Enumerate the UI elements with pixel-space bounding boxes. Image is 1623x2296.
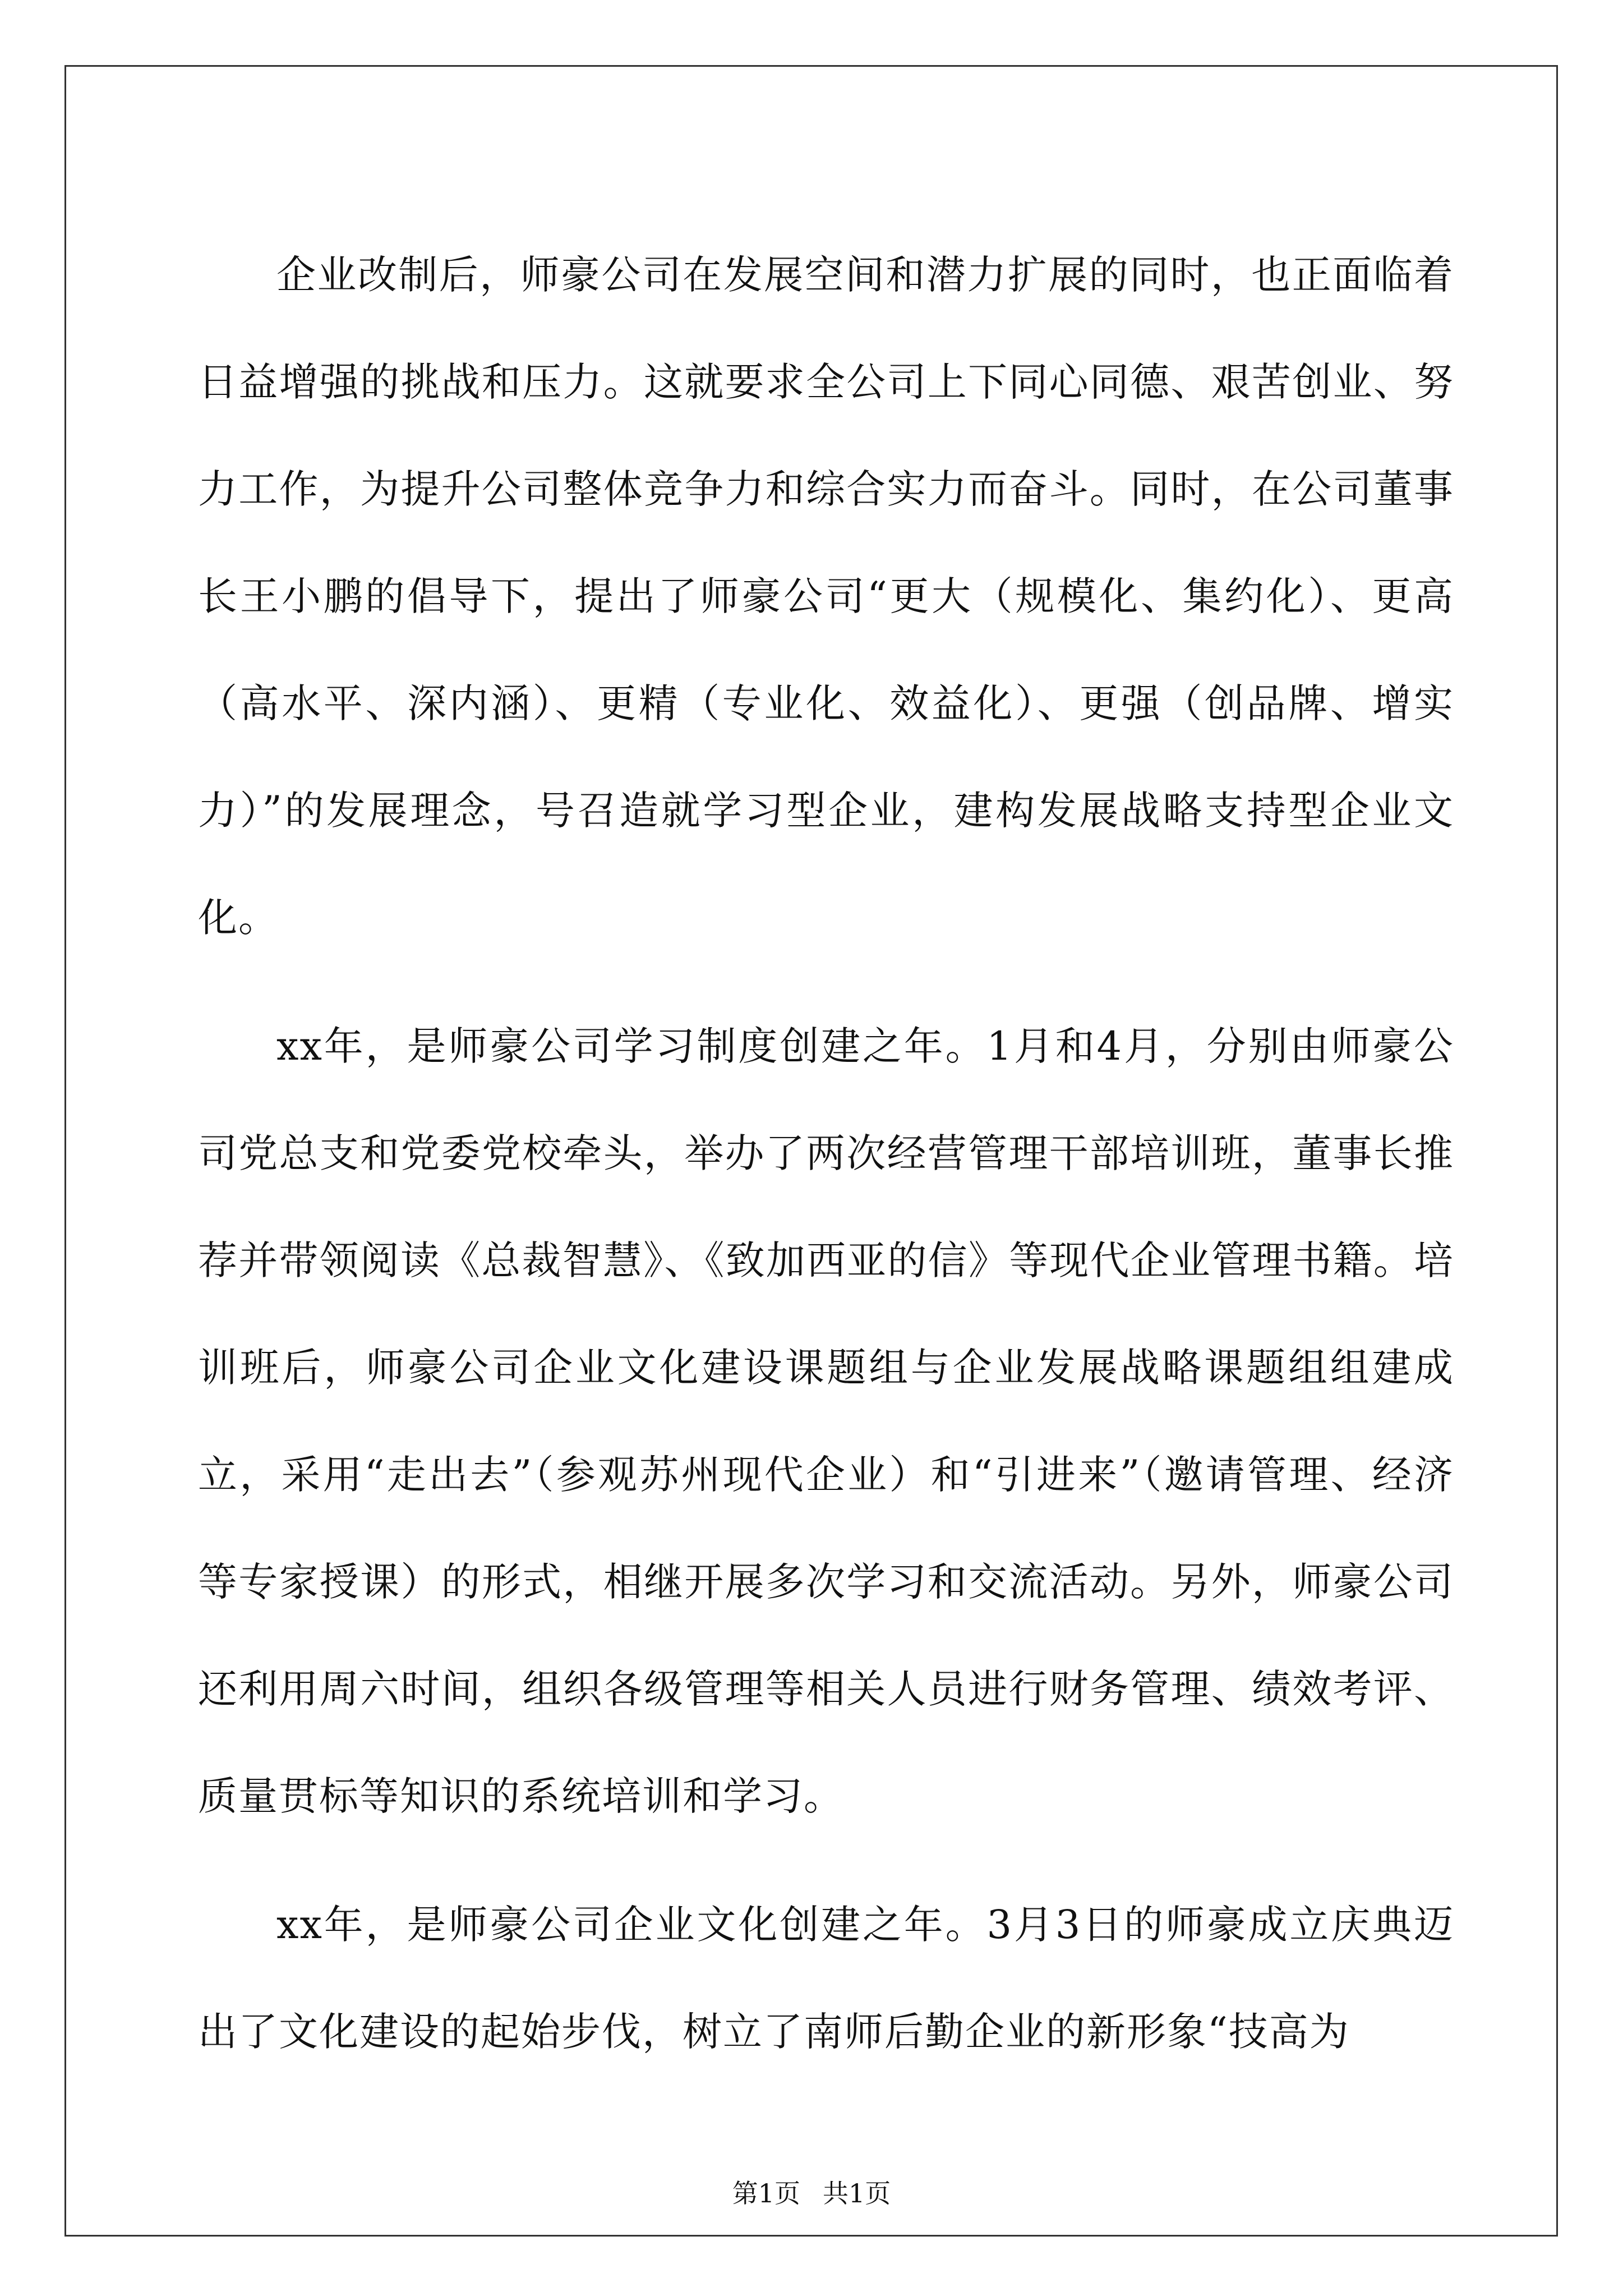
page-footer [0, 2177, 1623, 2210]
page-total: 共1页 [823, 2178, 891, 2208]
page-number: 第1页 [732, 2178, 800, 2208]
document-body [198, 222, 1454, 2107]
paragraph-3: xx年，是师豪公司企业文化创建之年。3月3日的师豪成立庆典迈出了文化建设的起始步伐，树立了南师后勤企业的新形象“技高为 [198, 1902, 1454, 2055]
paragraph-1: 企业改制后，师豪公司在发展空间和潜力扩展的同时，也正面临着日益增强的挑战和压力。这就要求全公司上下同心同德、艰苦创业、努力工作，为提升公司整体竞争力和综合实力而奋斗。同时，在公司董事长王小鹏的倡导下，提出了师豪公司“更大（规模化、集约化）、更高（高水平、深内涵）、更精（专业化、效益化）、更强（创品牌、增实力）”的发展理念，号召造就学习型企业，建构发展战略支持型企业文化。 [198, 252, 1454, 941]
paragraph-2: xx年，是师豪公司学习制度创建之年。1月和4月，分别由师豪公司党总支和党委党校牵头，举办了两次经营管理干部培训班，董事长推荐并带领阅读《总裁智慧》、《致加西亚的信》等现代企业管理书籍。培训班后，师豪公司企业文化建设课题组与企业发展战略课题组组建成立，采用“走出去”（参观苏州现代企业）和“引进来”（邀请管理、经济等专家授课）的形式，相继开展多次学习和交流活动。另外，师豪公司还利用周六时间，组织各级管理等相关人员进行财务管理、绩效考评、质量贯标等知识的系统培训和学习。 [198, 1023, 1454, 1819]
